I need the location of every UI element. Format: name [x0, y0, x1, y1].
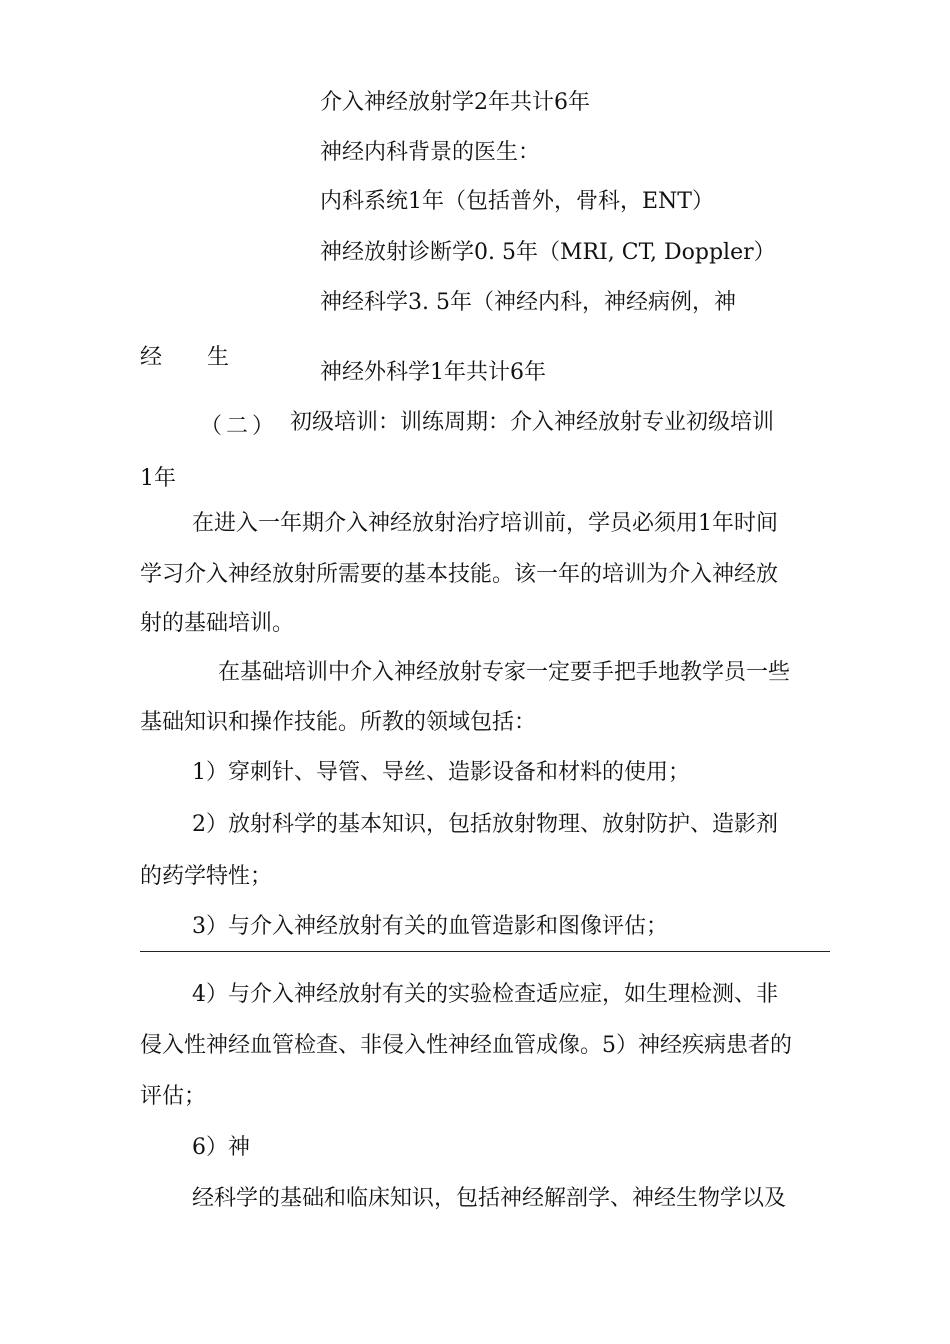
text-line: 神经科学3. 5年（神经内科，神经病例，神 — [320, 290, 736, 315]
side-label: 生 — [207, 345, 230, 370]
paragraph-line: 在进入一年期介入神经放射治疗培训前，学员必须用1年时间 — [192, 511, 778, 536]
list-item: 4）与介入神经放射有关的实验检查适应症，如生理检测、非 — [192, 982, 778, 1007]
text-line: 介入神经放射学2年共计6年 — [320, 90, 590, 115]
list-item-continuation: 侵入性神经血管检查、非侵入性神经血管成像。5）神经疾病患者的 — [140, 1033, 792, 1058]
paragraph-line: 在基础培训中介入神经放射专家一定要手把手地教学员一些 — [218, 660, 791, 685]
page-divider — [140, 951, 830, 952]
section-marker: （二） — [200, 414, 279, 439]
side-label: 经 — [140, 345, 163, 370]
list-item-continuation: 评估； — [140, 1084, 207, 1109]
text-line: 神经放射诊断学0. 5年（MRI, CT, Doppler） — [320, 240, 776, 265]
text-line: 神经内科背景的医生： — [320, 140, 541, 165]
section-heading: 初级培训：训练周期：介入神经放射专业初级培训 — [290, 410, 775, 435]
paragraph-line: 射的基础培训。 — [140, 611, 295, 636]
paragraph-line: 学习介入神经放射所需要的基本技能。该一年的培训为介入神经放 — [140, 562, 779, 587]
text-line: 神经外科学1年共计6年 — [320, 360, 546, 385]
list-item-continuation: 经科学的基础和临床知识，包括神经解剖学、神经生物学以及 — [192, 1186, 787, 1211]
text-line: 内科系统1年（包括普外，骨科，ENT） — [320, 189, 714, 214]
list-item-continuation: 的药学特性； — [140, 864, 273, 889]
list-item: 6）神 — [192, 1135, 250, 1160]
section-heading-continuation: 1年 — [140, 466, 176, 491]
list-item: 1）穿刺针、导管、导丝、造影设备和材料的使用； — [192, 760, 690, 785]
paragraph-line: 基础知识和操作技能。所教的领域包括： — [140, 710, 537, 735]
list-item: 3）与介入神经放射有关的血管造影和图像评估； — [192, 914, 668, 939]
list-item: 2）放射科学的基本知识，包括放射物理、放射防护、造影剂 — [192, 812, 778, 837]
